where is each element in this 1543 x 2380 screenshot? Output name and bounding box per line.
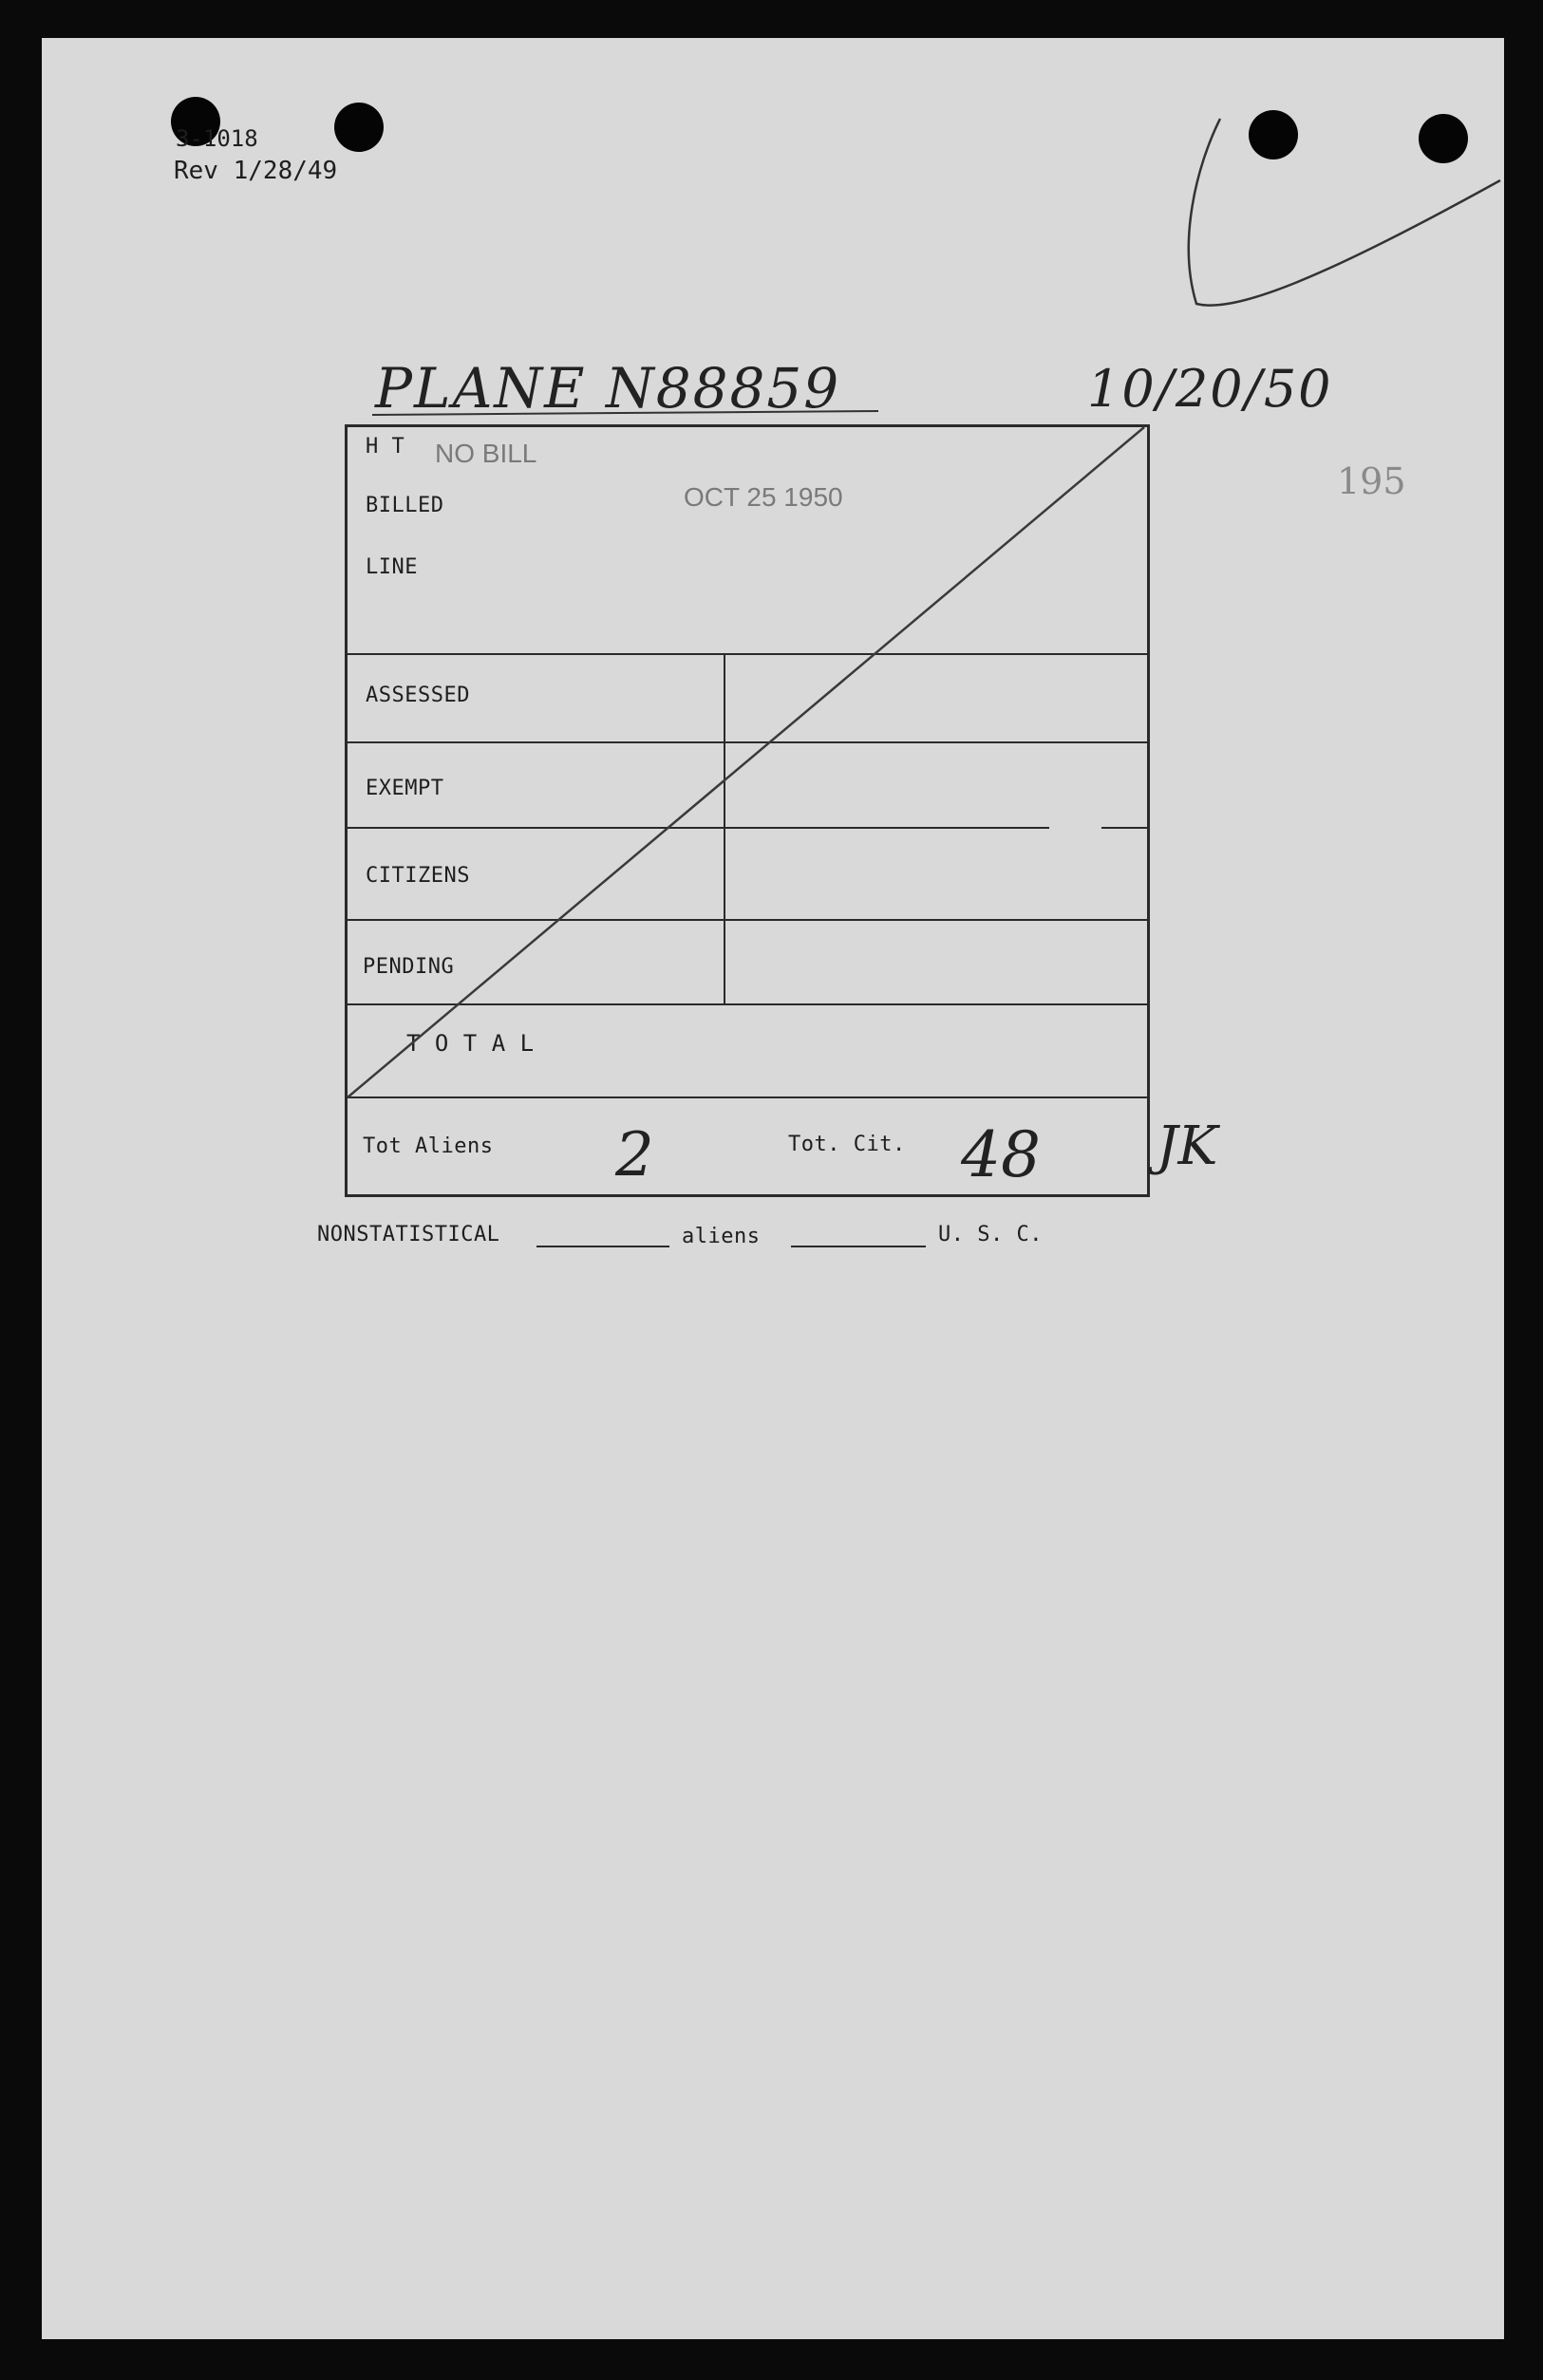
label-exempt: EXEMPT <box>366 777 444 800</box>
handwritten-date: 10/20/50 <box>1087 359 1333 419</box>
label-ht: H T <box>366 435 405 459</box>
label-pending: PENDING <box>363 955 455 979</box>
label-total: T O T A L <box>406 1030 535 1057</box>
label-tot-aliens: Tot Aliens <box>363 1134 494 1158</box>
label-citizens: CITIZENS <box>366 864 470 888</box>
label-line: LINE <box>366 555 418 579</box>
diagonal-cancel-line <box>342 418 1158 1101</box>
label-nonstatistical: NONSTATISTICAL <box>317 1223 500 1246</box>
form-number: 3-1018 <box>176 125 258 152</box>
label-aliens: aliens <box>682 1225 761 1248</box>
label-tot-cit: Tot. Cit. <box>788 1133 906 1156</box>
handwritten-initials: JK <box>1157 1115 1218 1177</box>
tot-aliens-value: 2 <box>615 1120 654 1190</box>
plane-identifier: PLANE N88859 <box>375 356 841 421</box>
label-assessed: ASSESSED <box>366 684 470 707</box>
received-date-stamp: OCT 25 1950 <box>684 482 843 512</box>
punch-hole-left-2 <box>334 103 384 152</box>
check-mark-icon <box>1177 109 1510 318</box>
no-bill-stamp: NO BILL <box>435 439 537 468</box>
aliens-blank <box>791 1246 926 1247</box>
tot-cit-value: 48 <box>961 1118 1041 1191</box>
form-revision: Rev 1/28/49 <box>174 157 338 185</box>
label-usc: U. S. C. <box>938 1223 1043 1246</box>
label-billed: BILLED <box>366 494 444 517</box>
nonstatistical-blank <box>536 1246 669 1247</box>
page-number-stamp: 195 <box>1337 460 1406 502</box>
